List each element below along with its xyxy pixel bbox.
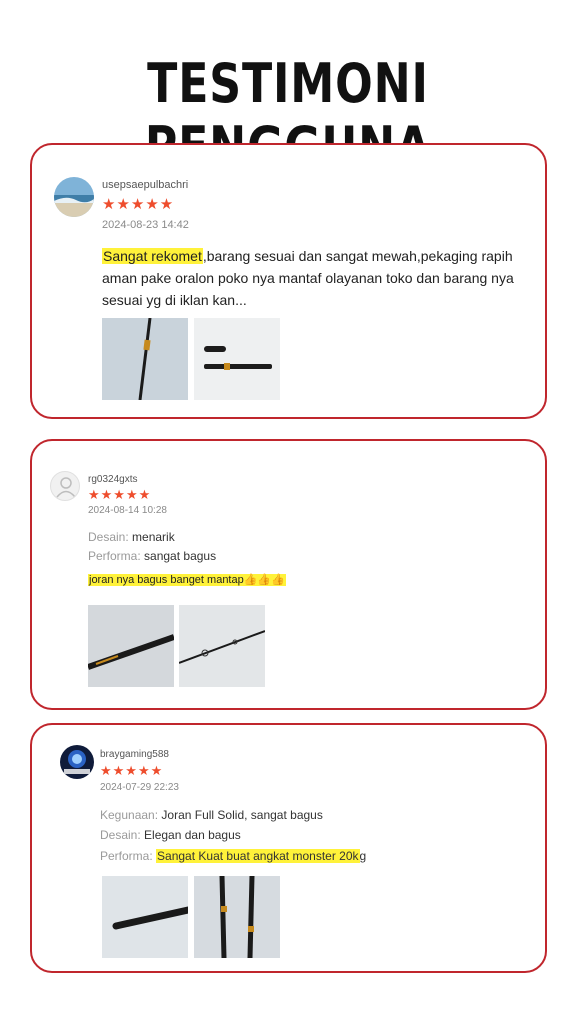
attribute-desain: Desain: Elegan dan bagus	[100, 828, 241, 842]
reviewer-name[interactable]: braygaming588	[100, 749, 169, 760]
review-date: 2024-07-29 22:23	[100, 782, 179, 793]
attribute-performa: Performa: Sangat Kuat buat angkat monster 20kg	[100, 849, 367, 863]
attribute-performa: Performa: sangat bagus	[88, 549, 217, 563]
review-photo[interactable]	[88, 605, 174, 687]
review-text	[102, 245, 532, 311]
review-photo[interactable]	[194, 876, 280, 958]
review-photo[interactable]	[102, 318, 188, 400]
reviewer-name[interactable]: rg0324gxts	[88, 474, 138, 485]
review-card	[30, 143, 547, 419]
rating-stars: ★★★★★	[102, 196, 175, 213]
review-highlight: Sangat rekomet	[103, 248, 202, 264]
avatar[interactable]	[50, 471, 80, 501]
page-title: TESTIMONI	[147, 52, 429, 115]
avatar[interactable]	[60, 745, 94, 779]
rating-stars: ★★★★★	[100, 763, 164, 778]
review-card	[30, 439, 547, 710]
review-text: joran nya bagus banget mantap👍👍👍	[89, 574, 285, 586]
review-card	[30, 723, 547, 973]
review-photo[interactable]	[179, 605, 265, 687]
avatar[interactable]	[54, 177, 94, 217]
review-photo[interactable]	[102, 876, 188, 958]
attribute-desain: Desain: menarik	[88, 530, 175, 544]
reviewer-name[interactable]: usepsaepulbachri	[102, 179, 189, 191]
review-date: 2024-08-14 10:28	[88, 505, 167, 516]
thumbs-up-icon: 👍👍👍	[243, 574, 285, 586]
review-photo[interactable]	[194, 318, 280, 400]
review-date: 2024-08-23 14:42	[102, 219, 189, 231]
default-user-icon	[51, 472, 80, 501]
review-body: ,barang sesuai dan sangat mewah,pekaging rapih aman pake oralon poko nya mantaf olayanan toko dan barang nya sesuai yg di iklan kan...	[102, 248, 514, 308]
attribute-kegunaan: Kegunaan: Joran Full Solid, sangat bagus	[100, 808, 323, 822]
rating-stars: ★★★★★	[88, 487, 152, 502]
review-highlight: Sangat Kuat buat angkat monster 20k	[157, 849, 359, 863]
